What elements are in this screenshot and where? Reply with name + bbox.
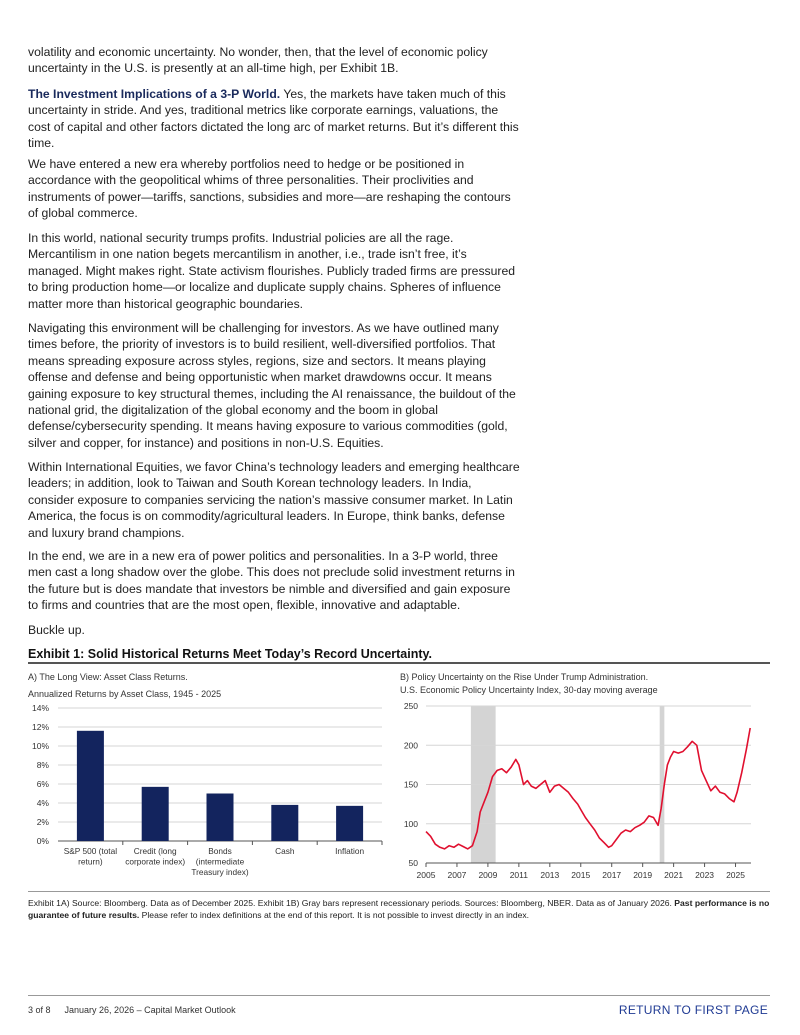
x-tick-label: 2017: [602, 870, 622, 880]
y-tick-label: 4%: [36, 798, 49, 808]
chart-a-heading: A) The Long View: Asset Class Returns.: [28, 672, 188, 682]
bar: [77, 731, 104, 841]
source-tail: Please refer to index definitions at the end of this report. It is not possible to invest directly in an index.: [139, 910, 530, 920]
y-tick-label: 250: [403, 701, 418, 711]
x-tick-label: 2013: [540, 870, 560, 880]
y-tick-label: 50: [408, 858, 418, 868]
page-number: 3 of 8: [28, 1005, 51, 1015]
y-tick-label: 10%: [31, 741, 49, 751]
body-paragraph-5: Within International Equities, we favor China’s technology leaders and emerging healthcare leaders; in addition, look to Taiwan and South Korean technology leaders. In India, consider exposure to companies servicing the nation’s massive consumer market. In Latin America, the focus is on commodity/agricultural leaders. In Europe, think banks, defense and luxury brand champions.: [28, 460, 520, 540]
exhibit-top-rule: [28, 662, 770, 664]
body-paragraph-1: [28, 86, 520, 152]
x-tick-label: 2019: [633, 870, 653, 880]
x-tick-label: corporate index): [125, 856, 186, 867]
y-tick-label: 200: [403, 740, 418, 751]
y-tick-label: 8%: [36, 760, 49, 770]
x-tick-label: Cash: [275, 846, 295, 856]
report-date-title: January 26, 2026 – Capital Market Outlook: [64, 1005, 236, 1015]
footer-page-info: [28, 1005, 236, 1015]
bar: [207, 794, 234, 842]
return-to-first-page-link[interactable]: RETURN TO FIRST PAGE: [618, 1003, 768, 1017]
x-tick-label: 2011: [509, 870, 528, 880]
body-paragraph-4: Navigating this environment will be challenging for investors. As we have outlined many times before, the priority of investors is to build resilient, well-diversified portfolios. That means spreading exposure across styles, regions, size and sectors. It means playing offense and defense and being opportunistic when market drawdowns occur. It means gaining exposure to key structural themes, including the AI renaissance, the buildout of the national grid, the digitalization of the global economy and the boom in global defense/cybersecurity spending. It means having exposure to various commodities (gold, silver and copper, for instance) and positions in non-U.S. Equities.: [28, 321, 516, 450]
x-tick-label: 2015: [571, 870, 591, 880]
x-tick-label: Treasury index): [191, 867, 249, 877]
x-tick-label: Credit (long: [133, 846, 177, 856]
body-paragraph-1-text: Yes, the markets have taken much of this uncertainty in stride. And yes, traditional metrics like corporate earnings, valuations, the cost of capital and other factors dictated the long arc of market returns. But it’s different this time.: [28, 87, 519, 151]
chart-b-policy-uncertainty: [396, 698, 766, 888]
body-paragraph-2: We have entered a new era whereby portfolios need to hedge or be positioned in accordance with the geopolitical whims of three personalities. Their proclivities and instruments of power—tariffs, sanctions, subsidies and more—are reshaping the contours of global commerce.: [28, 157, 511, 221]
y-tick-label: 2%: [36, 817, 49, 827]
y-tick-label: 0%: [36, 836, 49, 846]
y-tick-label: 6%: [36, 779, 49, 789]
source-note: [28, 897, 770, 921]
x-tick-label: 2021: [664, 870, 684, 880]
body-paragraph-6: In the end, we are in a new era of power politics and personalities. In a 3-P world, three men cast a long shadow over the globe. This does not preclude solid investment returns in the future but is does mandate that investors be nimble and diversified and gain exposure to firms and countries that are the most open, flexible, innovative and adaptable.: [28, 549, 515, 613]
x-tick-label: Inflation: [335, 846, 365, 856]
chart-a-asset-class-returns: [22, 698, 392, 888]
bar: [271, 805, 298, 841]
footer-rule: [28, 995, 770, 996]
chart-b-heading: B) Policy Uncertainty on the Rise Under Trump Administration.: [400, 672, 649, 682]
chart-b-subtitle: U.S. Economic Policy Uncertainty Index, 30-day moving average: [400, 685, 658, 695]
x-tick-label: 2007: [447, 870, 467, 880]
chart-a-subtitle: Annualized Returns by Asset Class, 1945 - 2025: [28, 689, 222, 699]
x-tick-label: 2009: [478, 870, 498, 880]
y-tick-label: 14%: [31, 703, 49, 713]
body-paragraph-3: In this world, national security trumps profits. Industrial policies are all the rage. Mercantilism in one nation begets mercantilism in another, i.e., trade isn’t free, it’s managed. Might makes right. State activism flourishes. Publicly traded firms are pressured to bring production home—or localize and duplicate supply chains. Spheres of influence matter more than historical geographic boundaries.: [28, 231, 516, 311]
x-tick-label: (intermediate: [195, 856, 245, 867]
section-lead-heading: The Investment Implications of a 3-P World.: [28, 87, 281, 101]
x-tick-label: 2005: [416, 870, 436, 880]
y-tick-label: 100: [403, 818, 418, 829]
x-tick-label: return): [78, 856, 103, 867]
source-text: Exhibit 1A) Source: Bloomberg. Data as of December 2025. Exhibit 1B) Gray bars represent recessionary periods. Sources: Bloomberg, NBER. Data as of January 2026.: [28, 898, 675, 908]
y-tick-label: 150: [403, 779, 418, 790]
body-paragraph-0: volatility and economic uncertainty. No wonder, then, that the level of economic policy uncertainty in the U.S. is presently at an all-time high, per Exhibit 1B.: [28, 45, 488, 76]
bar: [336, 806, 363, 841]
x-tick-label: 2025: [726, 870, 745, 880]
x-tick-label: 2023: [695, 870, 715, 880]
bar: [142, 787, 169, 841]
disclaimer-bold: Past performance is no guarantee of future results.: [28, 898, 770, 920]
body-paragraph-7: Buckle up.: [28, 623, 85, 637]
x-tick-label: S&P 500 (total: [63, 846, 118, 856]
x-tick-label: Bonds: [208, 846, 232, 856]
exhibit-bottom-rule: [28, 891, 770, 892]
exhibit-title: Exhibit 1: Solid Historical Returns Meet Today’s Record Uncertainty.: [28, 647, 433, 661]
y-tick-label: 12%: [31, 722, 49, 732]
